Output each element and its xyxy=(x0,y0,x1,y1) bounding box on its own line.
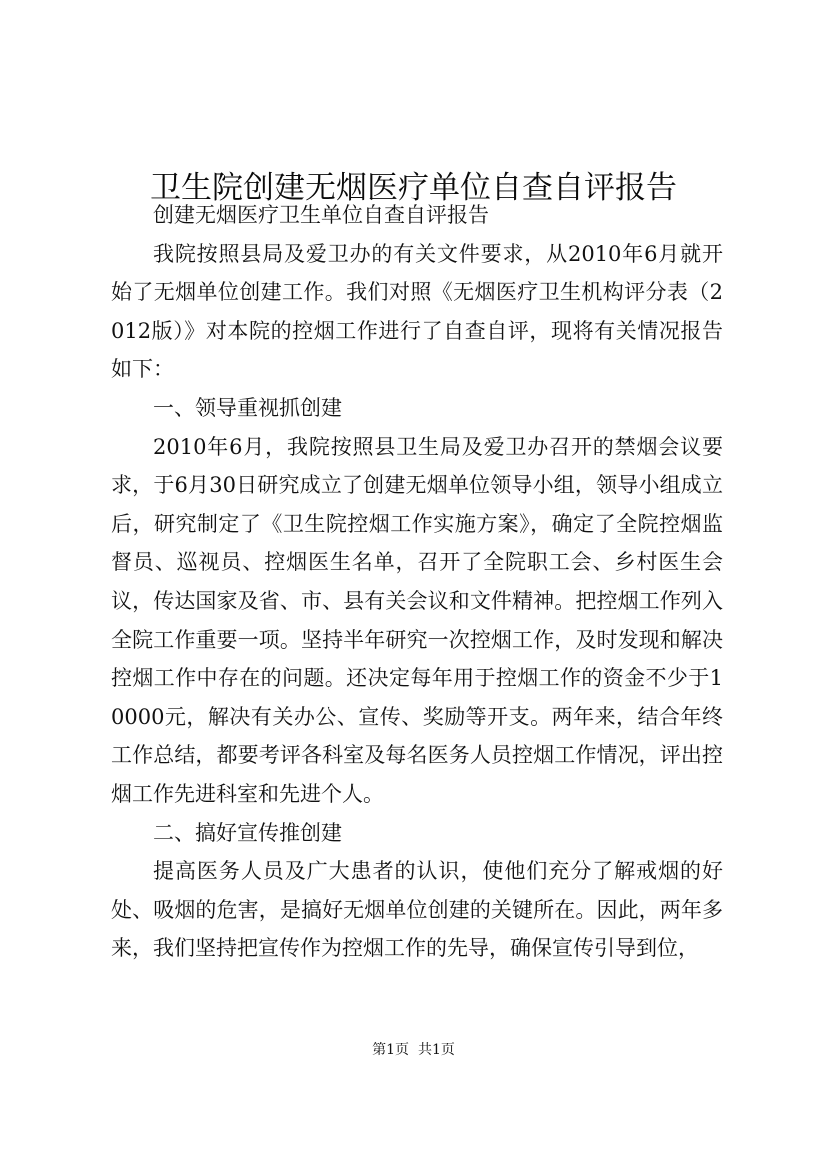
section-heading-2: 二、搞好宣传推创建 xyxy=(153,820,342,845)
document-title: 卫生院创建无烟医疗单位自查自评报告 xyxy=(150,169,677,206)
intro-paragraph: 我院按照县局及爱卫办的有关文件要求，从2010年6月就开始了无烟单位创建工作。我们对照《无烟医疗卫生机构评分表（2012版）》对本院的控烟工作进行了自查自评，现将有关情况报告如下： xyxy=(111,241,723,382)
page-footer xyxy=(0,1040,827,1060)
document-body xyxy=(111,196,723,968)
page-number-label: 第1页 共1页 xyxy=(372,1042,455,1058)
section-2-paragraph: 提高医务人员及广大患者的认识，使他们充分了解戒烟的好处、吸烟的危害，是搞好无烟单位创建的关键所在。因此，两年多来，我们坚持把宣传作为控烟工作的先导，确保宣传引导到位， xyxy=(111,859,723,961)
section-heading-1: 一、领导重视抓创建 xyxy=(153,395,342,420)
section-1-paragraph: 2010年6月，我院按照县卫生局及爱卫办召开的禁烟会议要求，于6月30日研究成立了创建无烟单位领导小组，领导小组成立后，研究制定了《卫生院控烟工作实施方案》，确定了全院控烟监督员、巡视员、控烟医生名单，召开了全院职工会、乡村医生会议，传达国家及省、市、县有关会议和文件精神。把控烟工作列入全院工作重要一项。坚持半年研究一次控烟工作，及时发现和解决控烟工作中存在的问题。还决定每年用于控烟工作的资金不少于10000元，解决有关办公、宣传、奖励等开支。两年来，结合年终工作总结，都要考评各科室及每名医务人员控烟工作情况，评出控烟工作先进科室和先进个人。 xyxy=(111,434,723,806)
subtitle-paragraph: 创建无烟医疗卫生单位自查自评报告 xyxy=(153,203,489,227)
